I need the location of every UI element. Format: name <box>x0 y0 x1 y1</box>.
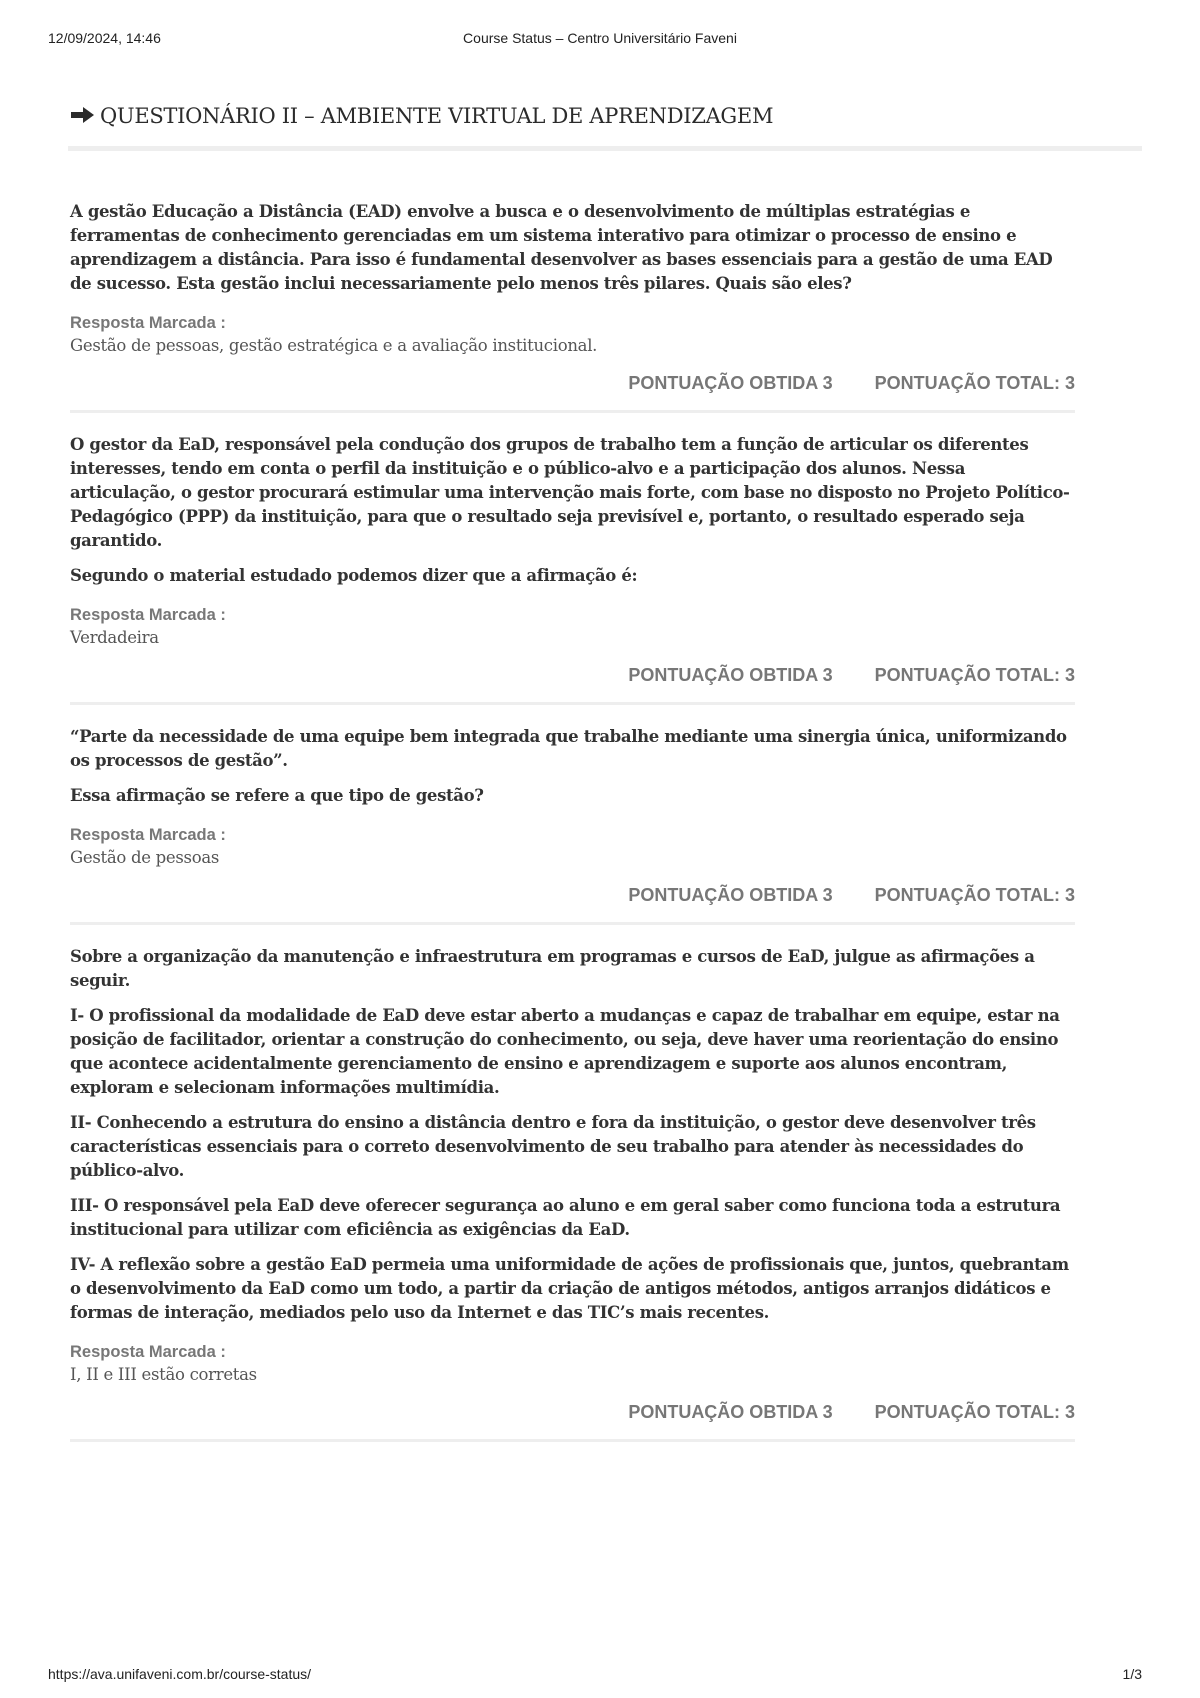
print-header <box>48 30 1152 50</box>
statement-i: I- O profissional da modalidade de EaD deve estar aberto a mudanças e capaz de trabalhar em equipe, estar na posição de facilitador, orientar a construção do conhecimento, ou seja, deve haver uma reorientação do ensino que acontece acidentalmente gerenciamento de ensino e aprendizagem e suporte aos alunos encontram, exploram e selecionam informações multimídia. <box>70 1006 1060 1097</box>
question-2 <box>70 433 1075 705</box>
question-prompt: Essa afirmação se refere a que tipo de gestão? <box>70 786 484 805</box>
score-total: PONTUAÇÃO TOTAL: 3 <box>874 885 1075 905</box>
page-url-link[interactable]: https://ava.unifaveni.com.br/course-status/ <box>48 1666 312 1682</box>
score-row <box>70 884 1075 906</box>
answer-label: Resposta Marcada : <box>70 314 226 332</box>
score-total: PONTUAÇÃO TOTAL: 3 <box>874 373 1075 393</box>
score-obtained: PONTUAÇÃO OBTIDA 3 <box>628 665 833 685</box>
score-obtained: PONTUAÇÃO OBTIDA 3 <box>628 885 833 905</box>
question-text: O gestor da EaD, responsável pela condução dos grupos de trabalho tem a função de articular os diferentes interesses, tendo em conta o perfil da instituição e o público-alvo e a participação dos alunos. Nessa articulação, o gestor procurará estimular uma intervenção mais forte, com base no disposto no Projeto Político-Pedagógico (PPP) da instituição, para que o resultado seja previsível e, portanto, o resultado esperado seja garantido. <box>70 435 1070 550</box>
answer-label: Resposta Marcada : <box>70 1343 226 1361</box>
answer-value: Gestão de pessoas <box>70 848 220 867</box>
question-text: “Parte da necessidade de uma equipe bem integrada que trabalhe mediante uma sinergia única, uniformizando os processos de gestão”. <box>70 727 1067 770</box>
question-4 <box>70 945 1075 1442</box>
question-3 <box>70 725 1075 925</box>
print-datetime: 12/09/2024, 14:46 <box>48 30 161 46</box>
question-list <box>70 200 1075 1462</box>
answer-value: I, II e III estão corretas <box>70 1365 257 1384</box>
score-row <box>70 1401 1075 1423</box>
print-doc-title: Course Status – Centro Universitário Faveni <box>463 30 737 46</box>
answer-label: Resposta Marcada : <box>70 606 226 624</box>
print-footer <box>48 1666 1152 1686</box>
question-1 <box>70 200 1075 413</box>
answer-value: Gestão de pessoas, gestão estratégica e a avaliação institucional. <box>70 336 598 355</box>
score-row <box>70 372 1075 394</box>
statement-iv: IV- A reflexão sobre a gestão EaD permeia uma uniformidade de ações de profissionais que, juntos, quebrantam o desenvolvimento da EaD como um todo, a partir da criação de antigos métodos, antigos arranjos didáticos e formas de interação, mediados pelo uso da Internet e das TIC’s mais recentes. <box>70 1255 1069 1322</box>
answer-value: Verdadeira <box>70 628 159 647</box>
question-prompt: Segundo o material estudado podemos dizer que a afirmação é: <box>70 566 638 585</box>
question-text: A gestão Educação a Distância (EAD) envolve a busca e o desenvolvimento de múltiplas estratégias e ferramentas de conhecimento gerenciadas em um sistema interativo para otimizar o processo de ensino e aprendizagem a distância. Para isso é fundamental desenvolver as bases essenciais para a gestão de uma EAD de sucesso. Esta gestão inclui necessariamente pelo menos três pilares. Quais são eles? <box>70 202 1053 293</box>
answer-label: Resposta Marcada : <box>70 826 226 844</box>
score-total: PONTUAÇÃO TOTAL: 3 <box>874 665 1075 685</box>
page-number: 1/3 <box>1122 1666 1142 1682</box>
title-divider <box>68 146 1142 151</box>
arrow-right-icon <box>70 106 96 124</box>
score-obtained: PONTUAÇÃO OBTIDA 3 <box>628 1402 833 1422</box>
statement-ii: II- Conhecendo a estrutura do ensino a distância dentro e fora da instituição, o gestor deve desenvolver três características essenciais para o correto desenvolvimento de seu trabalho para atender às necessidades do público-alvo. <box>70 1113 1036 1180</box>
statement-iii: III- O responsável pela EaD deve oferecer segurança ao aluno e em geral saber como funciona toda a estrutura institucional para utilizar com eficiência as exigências da EaD. <box>70 1196 1061 1239</box>
page-title-text: QUESTIONÁRIO II – AMBIENTE VIRTUAL DE APRENDIZAGEM <box>100 104 774 128</box>
score-row <box>70 664 1075 686</box>
question-text: Sobre a organização da manutenção e infraestrutura em programas e cursos de EaD, julgue as afirmações a seguir. <box>70 947 1035 990</box>
score-total: PONTUAÇÃO TOTAL: 3 <box>874 1402 1075 1422</box>
page-title <box>70 104 1142 128</box>
score-obtained: PONTUAÇÃO OBTIDA 3 <box>628 373 833 393</box>
